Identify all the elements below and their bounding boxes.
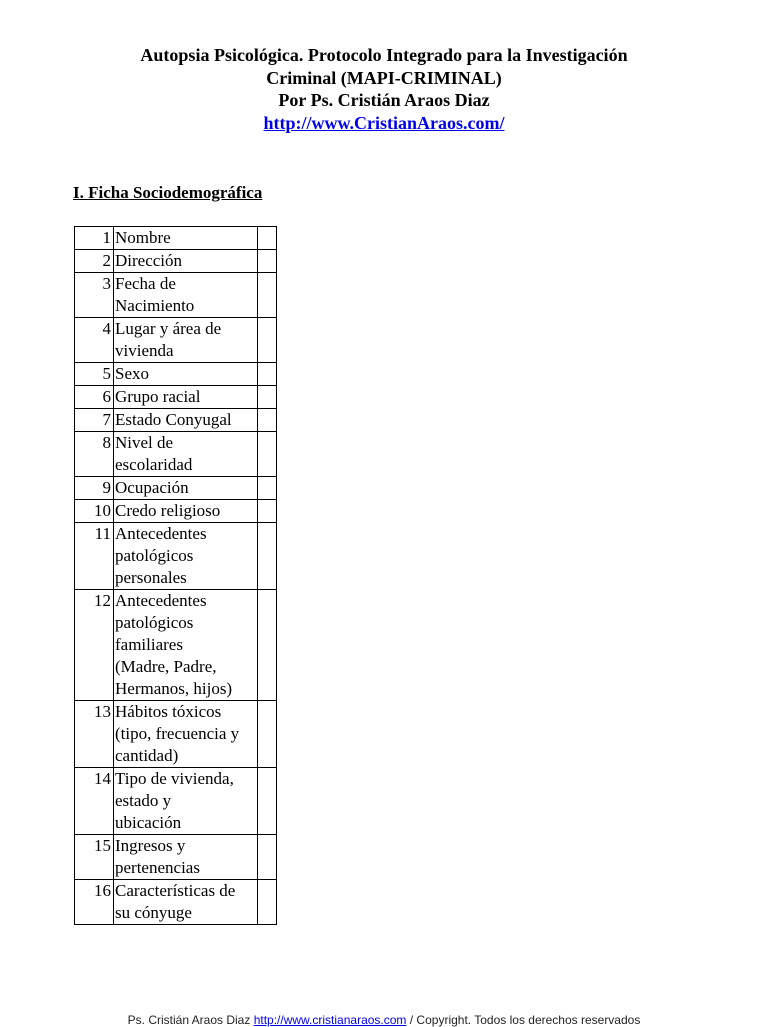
row-label-line: Ingresos y bbox=[115, 836, 186, 855]
document-title-line-1: Autopsia Psicológica. Protocolo Integrado para la Investigación bbox=[140, 45, 628, 65]
row-number: 6 bbox=[75, 386, 114, 409]
row-label bbox=[114, 409, 258, 432]
row-label-line: escolaridad bbox=[115, 455, 193, 474]
row-answer-cell[interactable] bbox=[258, 273, 277, 318]
row-answer-cell[interactable] bbox=[258, 523, 277, 590]
row-number: 7 bbox=[75, 409, 114, 432]
row-label bbox=[114, 432, 258, 477]
row-label bbox=[114, 880, 258, 925]
row-number: 9 bbox=[75, 477, 114, 500]
section-title: I. Ficha Sociodemográfica bbox=[73, 183, 263, 202]
row-label-line: Antecedentes bbox=[115, 524, 207, 543]
table-row bbox=[75, 880, 277, 925]
row-answer-cell[interactable] bbox=[258, 250, 277, 273]
table-row bbox=[75, 500, 277, 523]
row-label-line: estado y bbox=[115, 791, 172, 810]
row-label bbox=[114, 250, 258, 273]
row-label-line: (Madre, Padre, bbox=[115, 657, 217, 676]
row-answer-cell[interactable] bbox=[258, 590, 277, 701]
row-label-line: vivienda bbox=[115, 341, 174, 360]
table-row bbox=[75, 477, 277, 500]
footer-author: Ps. Cristián Araos Diaz bbox=[127, 1013, 251, 1027]
document-title-line-2: Criminal (MAPI-CRIMINAL) bbox=[266, 67, 502, 88]
row-label-line: Hábitos tóxicos bbox=[115, 702, 222, 721]
footer-copyright: / Copyright. Todos los derechos reservados bbox=[409, 1013, 641, 1027]
table-row bbox=[75, 590, 277, 701]
row-answer-cell[interactable] bbox=[258, 477, 277, 500]
row-label-line: patológicos bbox=[115, 613, 194, 632]
row-label bbox=[114, 318, 258, 363]
row-number: 14 bbox=[75, 768, 114, 835]
footer-website-link[interactable]: http://www.cristianaraos.com bbox=[253, 1013, 407, 1027]
table-row bbox=[75, 363, 277, 386]
row-label bbox=[114, 273, 258, 318]
row-label bbox=[114, 523, 258, 590]
table-row bbox=[75, 409, 277, 432]
table-row bbox=[75, 273, 277, 318]
row-answer-cell[interactable] bbox=[258, 318, 277, 363]
table-row bbox=[75, 250, 277, 273]
row-label-line: personales bbox=[115, 568, 187, 587]
row-number: 13 bbox=[75, 701, 114, 768]
row-label-line: Dirección bbox=[115, 251, 183, 270]
row-number: 8 bbox=[75, 432, 114, 477]
row-label-line: ubicación bbox=[115, 813, 182, 832]
row-label bbox=[114, 477, 258, 500]
row-answer-cell[interactable] bbox=[258, 880, 277, 925]
row-number: 1 bbox=[75, 227, 114, 250]
row-answer-cell[interactable] bbox=[258, 409, 277, 432]
row-number: 15 bbox=[75, 835, 114, 880]
row-answer-cell[interactable] bbox=[258, 432, 277, 477]
table-row bbox=[75, 318, 277, 363]
row-number: 10 bbox=[75, 500, 114, 523]
author-website-link[interactable]: http://www.CristianAraos.com/ bbox=[263, 112, 505, 133]
row-label-line: Nombre bbox=[115, 228, 171, 247]
row-label bbox=[114, 500, 258, 523]
table-row bbox=[75, 523, 277, 590]
row-answer-cell[interactable] bbox=[258, 386, 277, 409]
sociodemographic-table bbox=[74, 226, 277, 925]
row-number: 2 bbox=[75, 250, 114, 273]
table-row bbox=[75, 768, 277, 835]
row-label-line: cantidad) bbox=[115, 746, 179, 765]
row-label bbox=[114, 227, 258, 250]
row-label-line: Fecha de bbox=[115, 274, 176, 293]
row-label-line: Lugar y área de bbox=[115, 319, 222, 338]
row-label-line: Estado Conyugal bbox=[115, 410, 232, 429]
table-row bbox=[75, 701, 277, 768]
row-label-line: pertenencias bbox=[115, 858, 200, 877]
row-answer-cell[interactable] bbox=[258, 500, 277, 523]
row-answer-cell[interactable] bbox=[258, 768, 277, 835]
row-label-line: Nacimiento bbox=[115, 296, 195, 315]
row-answer-cell[interactable] bbox=[258, 227, 277, 250]
row-label-line: Grupo racial bbox=[115, 387, 201, 406]
document-author: Por Ps. Cristián Araos Diaz bbox=[278, 90, 490, 110]
row-label-line: Ocupación bbox=[115, 478, 189, 497]
table-row bbox=[75, 835, 277, 880]
row-label bbox=[114, 590, 258, 701]
table-row bbox=[75, 227, 277, 250]
row-label bbox=[114, 363, 258, 386]
row-answer-cell[interactable] bbox=[258, 363, 277, 386]
row-label-line: Antecedentes bbox=[115, 591, 207, 610]
row-number: 4 bbox=[75, 318, 114, 363]
row-label bbox=[114, 768, 258, 835]
row-label bbox=[114, 386, 258, 409]
row-number: 3 bbox=[75, 273, 114, 318]
row-answer-cell[interactable] bbox=[258, 701, 277, 768]
table-row bbox=[75, 386, 277, 409]
row-label-line: (tipo, frecuencia y bbox=[115, 724, 240, 743]
row-label bbox=[114, 701, 258, 768]
table-row bbox=[75, 432, 277, 477]
row-number: 5 bbox=[75, 363, 114, 386]
row-label-line: patológicos bbox=[115, 546, 194, 565]
document-header bbox=[0, 44, 768, 134]
row-label-line: Credo religioso bbox=[115, 501, 221, 520]
row-number: 12 bbox=[75, 590, 114, 701]
row-label-line: familiares bbox=[115, 635, 183, 654]
row-label-line: Características de bbox=[115, 881, 236, 900]
row-label-line: Sexo bbox=[115, 364, 149, 383]
row-number: 11 bbox=[75, 523, 114, 590]
row-label bbox=[114, 835, 258, 880]
row-number: 16 bbox=[75, 880, 114, 925]
row-label-line: su cónyuge bbox=[115, 903, 192, 922]
row-label-line: Tipo de vivienda, bbox=[115, 769, 234, 788]
row-answer-cell[interactable] bbox=[258, 835, 277, 880]
page-footer bbox=[0, 1013, 768, 1027]
row-label-line: Nivel de bbox=[115, 433, 174, 452]
row-label-line: Hermanos, hijos) bbox=[115, 679, 233, 698]
